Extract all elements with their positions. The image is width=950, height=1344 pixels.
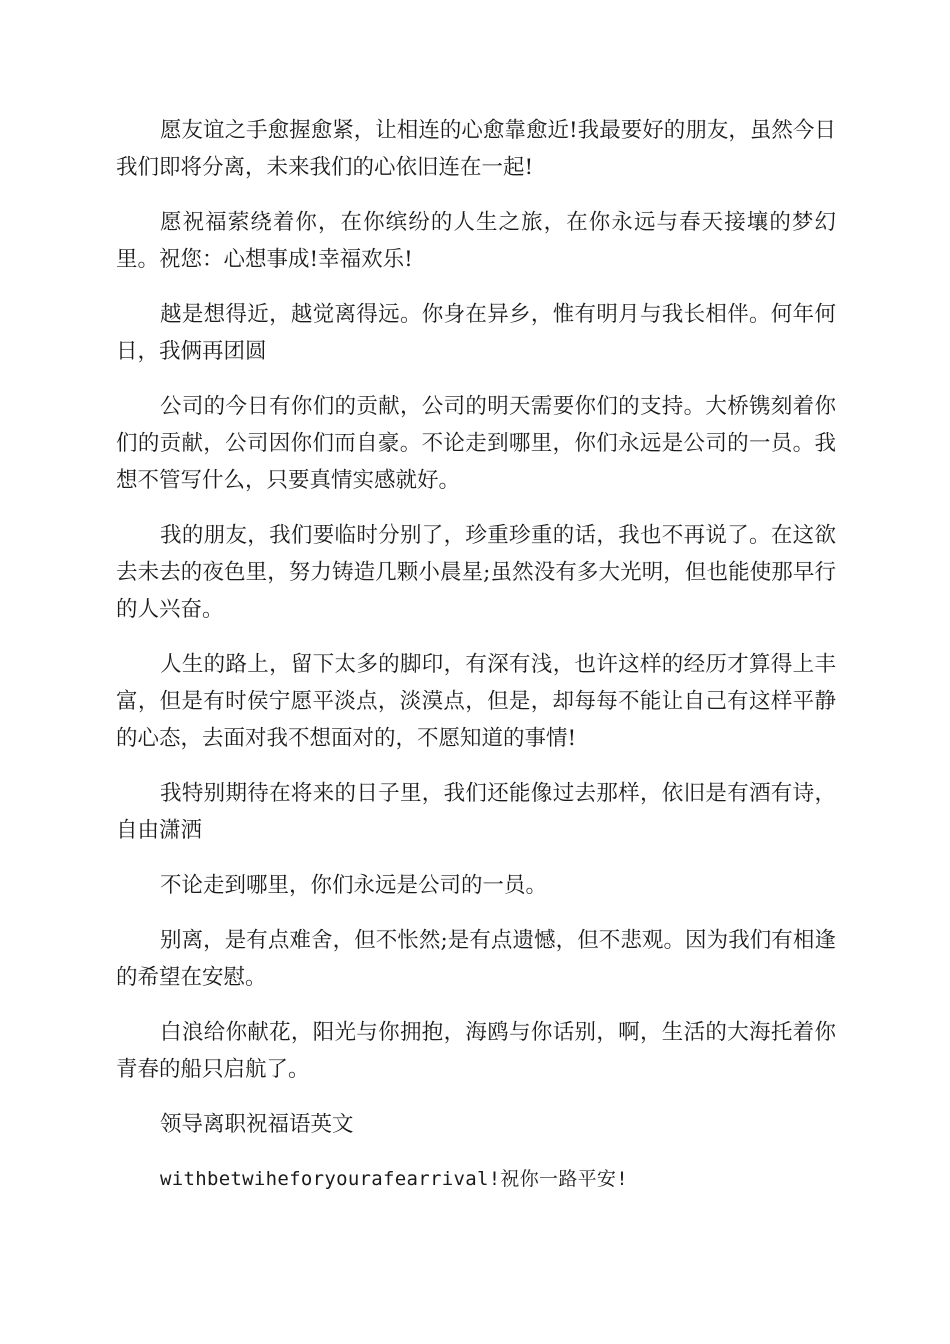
paragraph-1: 愿友谊之手愈握愈紧，让相连的心愈靠愈近!我最要好的朋友，虽然今日我们即将分离，未来我们的心依旧连在一起!: [116, 118, 836, 180]
paragraph-7: 我特别期待在将来的日子里，我们还能像过去那样，依旧是有酒有诗，自由潇洒: [116, 781, 836, 843]
paragraph-5: 我的朋友，我们要临时分别了，珍重珍重的话，我也不再说了。在这欲去未去的夜色里，努力铸造几颗小晨星;虽然没有多大光明，但也能使那早行的人兴奋。: [116, 523, 836, 622]
paragraph-3: 越是想得近，越觉离得远。你身在异乡，惟有明月与我长相伴。何年何日，我俩再团圆: [116, 302, 836, 364]
document-page: [116, 112, 836, 1216]
paragraph-2: 愿祝福萦绕着你，在你缤纷的人生之旅，在你永远与春天接壤的梦幻里。祝您：心想事成!幸福欢乐!: [116, 210, 836, 272]
paragraph-10: 白浪给你献花，阳光与你拥抱，海鸥与你话别，啊，生活的大海托着你青春的船只启航了。: [116, 1020, 836, 1082]
paragraph-4: 公司的今日有你们的贡献，公司的明天需要你们的支持。大桥镌刻着你们的贡献，公司因你们而自豪。不论走到哪里，你们永远是公司的一员。我想不管写什么，只要真情实感就好。: [116, 394, 836, 493]
paragraph-english: withbetwiheforyourafearrival!祝你一路平安!: [160, 1168, 628, 1190]
paragraph-9: 别离，是有点难舍，但不怅然;是有点遗憾，但不悲观。因为我们有相逢的希望在安慰。: [116, 928, 836, 990]
paragraph-6: 人生的路上，留下太多的脚印，有深有浅，也许这样的经历才算得上丰富，但是有时侯宁愿平淡点，淡漠点，但是，却每每不能让自己有这样平静的心态，去面对我不想面对的，不愿知道的事情!: [116, 652, 836, 751]
paragraph-8: 不论走到哪里，你们永远是公司的一员。: [160, 873, 548, 898]
section-heading: 领导离职祝福语英文: [160, 1112, 354, 1137]
